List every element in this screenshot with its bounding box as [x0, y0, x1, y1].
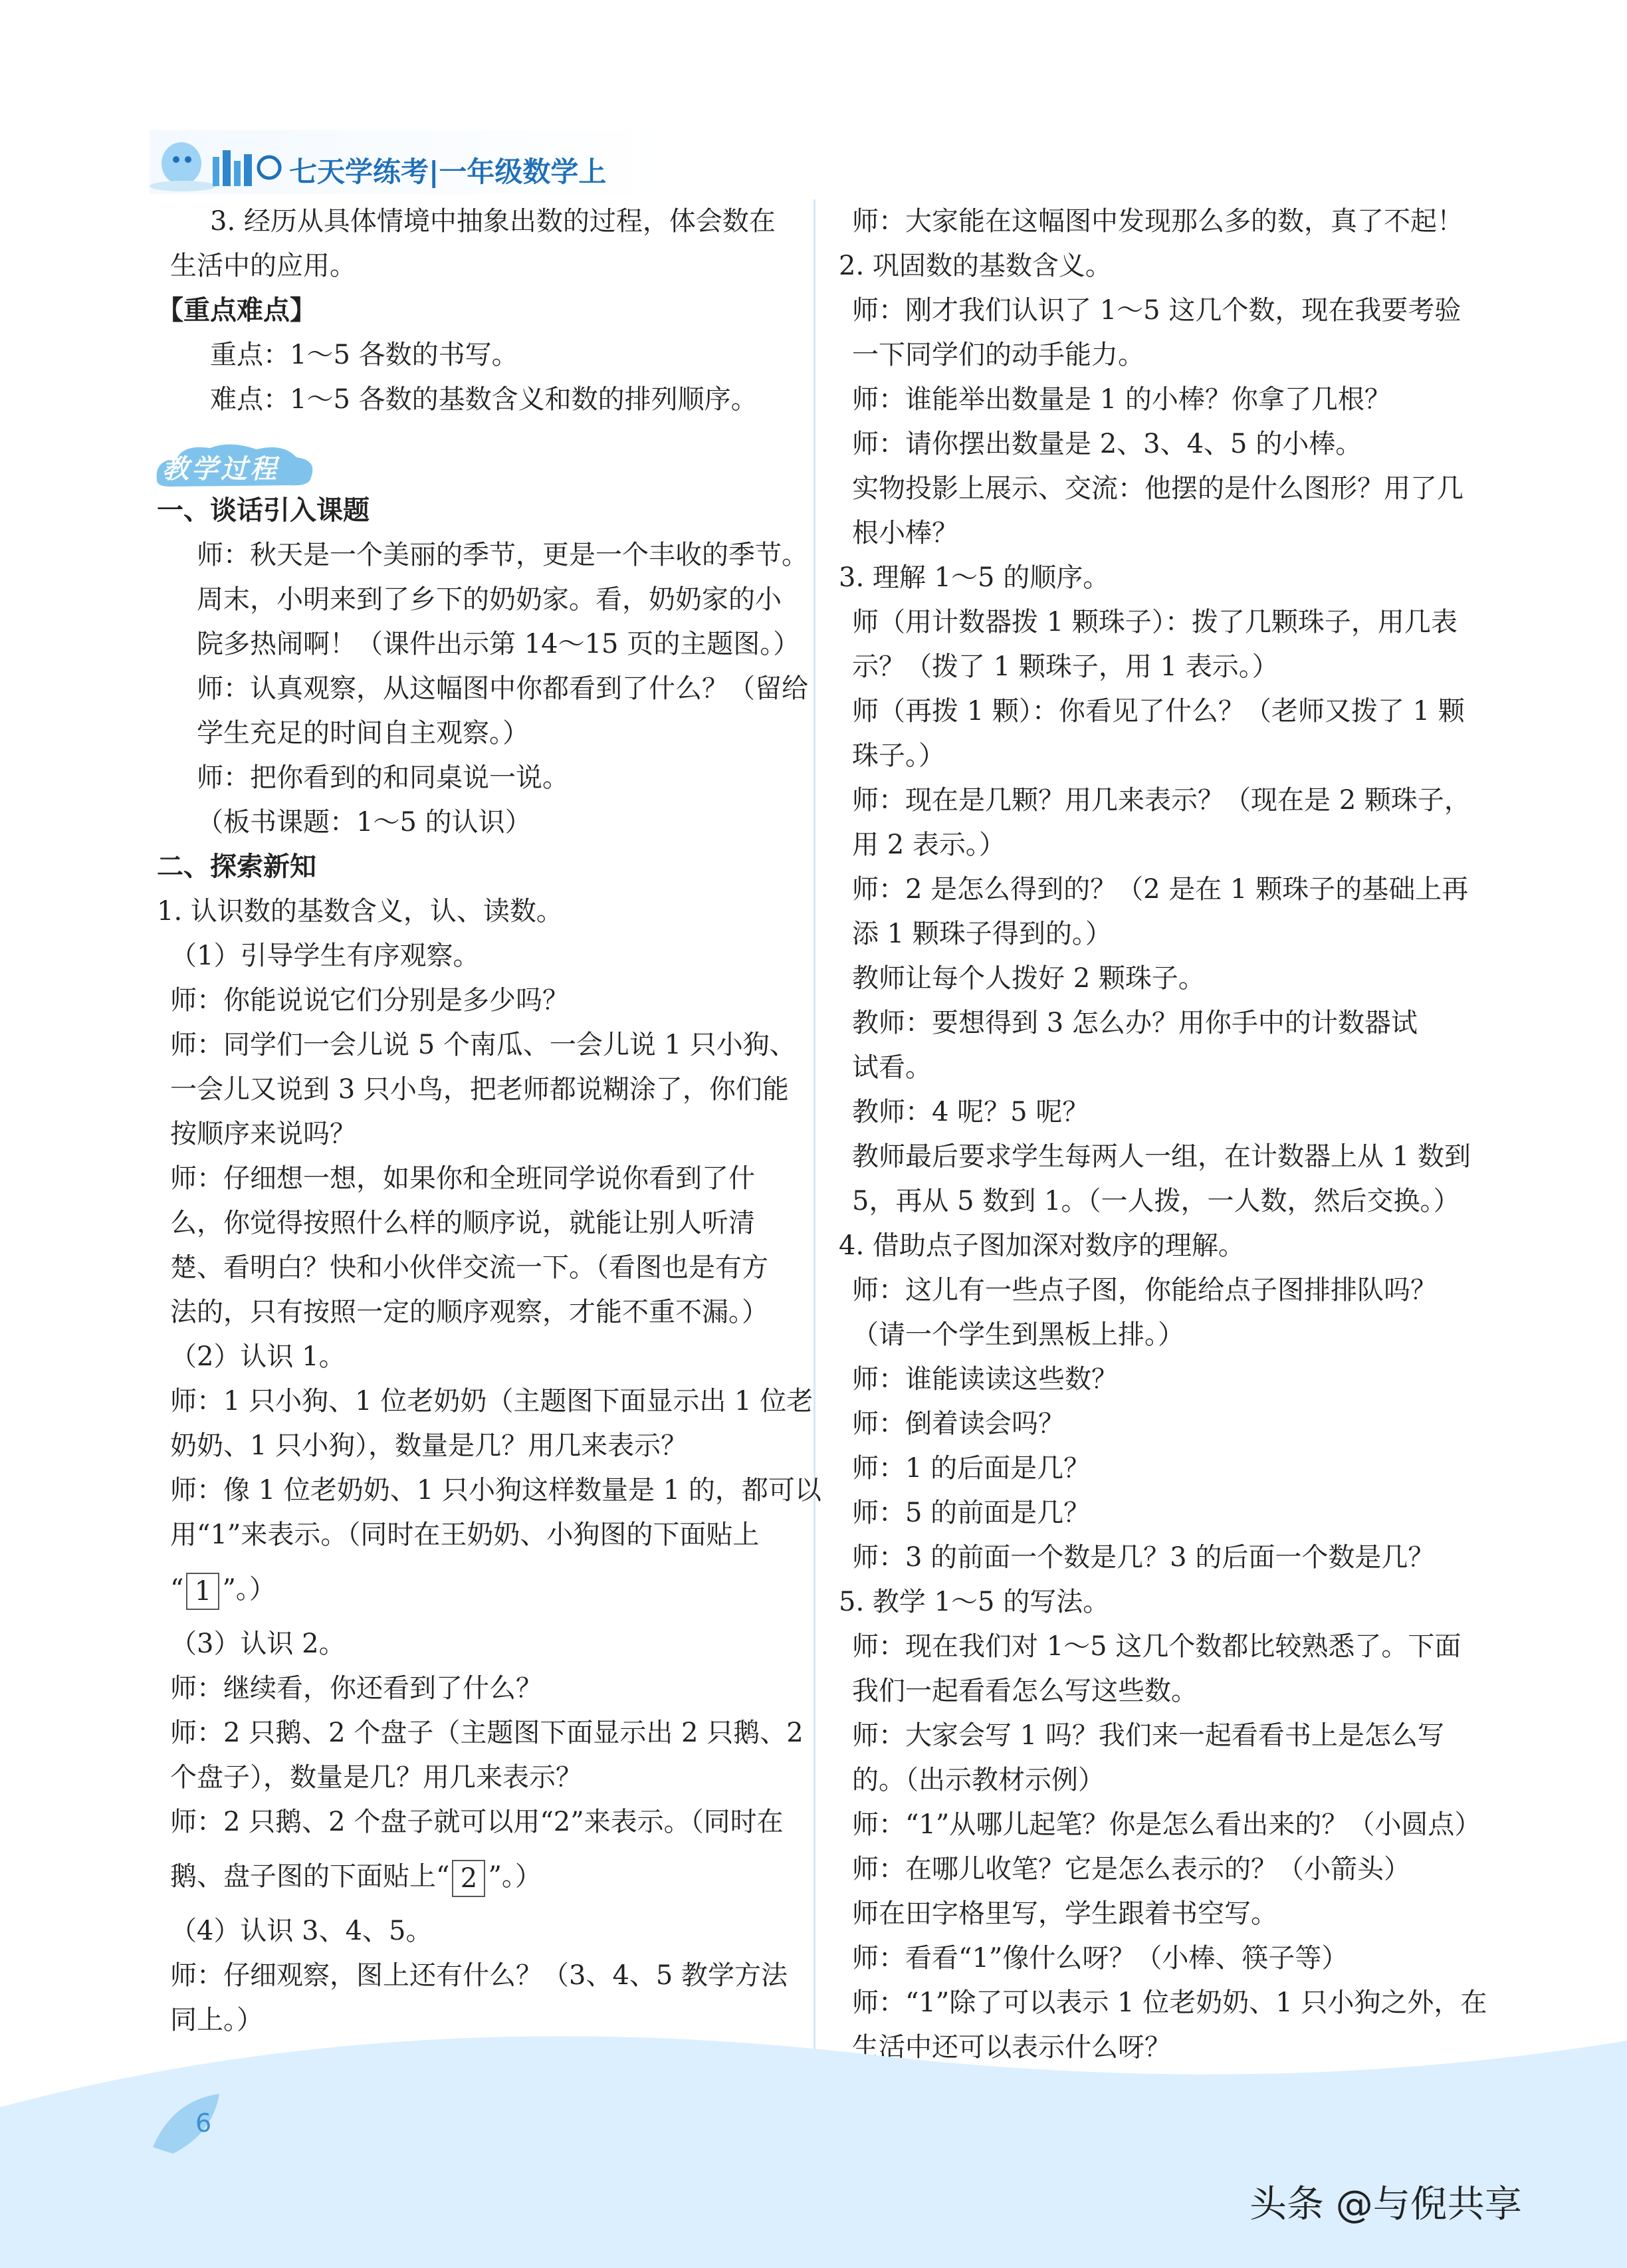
- key-point: 重点：1～5 各数的书写。: [210, 340, 518, 370]
- paragraph-line: 师：谁能举出数量是 1 的小棒？你拿了几根？: [852, 384, 1391, 415]
- subsection-heading: 1. 认识数的基数含义，认、读数。: [157, 896, 563, 927]
- paragraph-line: 师：同学们一会儿说 5 个南瓜、一会儿说 1 只小狗、: [170, 1030, 796, 1060]
- paragraph-line: 师：这儿有一些点子图，你能给点子图排排队吗？: [852, 1275, 1437, 1305]
- paragraph-line: 师在田字格里写，学生跟着书空写。: [852, 1898, 1277, 1929]
- paragraph-line: 师：谁能读读这些数？: [852, 1364, 1118, 1395]
- paragraph-line: 师：看看“1”像什么呀？（小棒、筷子等）: [852, 1943, 1349, 1974]
- paragraph-line: 师：2 只鹅、2 个盘子（主题图下面显示出 2 只鹅、2: [170, 1718, 804, 1748]
- section-heading: 一、谈话引入课题: [157, 495, 370, 526]
- paragraph-line: 用“1”来表示。（同时在王奶奶、小狗图的下面贴上: [170, 1520, 760, 1550]
- paragraph-line: 师（再拨 1 颗）：你看见了什么？（老师又拨了 1 颗: [852, 696, 1465, 727]
- paragraph-line: 示？（拨了 1 颗珠子，用 1 表示。）: [852, 651, 1279, 682]
- objective-line: 3. 经历从具体情境中抽象出数的过程，体会数在: [210, 206, 776, 237]
- paragraph-line: 师：3 的前面一个数是几？3 的后面一个数是几？: [852, 1542, 1435, 1573]
- paragraph-line: 么，你觉得按照什么样的顺序说，就能让别人听清: [170, 1208, 755, 1238]
- subsection-heading: 3. 理解 1～5 的顺序。: [839, 562, 1110, 593]
- paragraph-line: 师：请你摆出数量是 2、3、4、5 的小棒。: [852, 429, 1362, 459]
- paragraph-line: 师：认真观察，从这幅图中你都看到了什么？（留给: [197, 673, 808, 704]
- paragraph-line: 师：仔细想一想，如果你和全班同学说你看到了什: [170, 1163, 755, 1194]
- paragraph-line: 院多热闹啊！（课件出示第 14～15 页的主题图。）: [197, 629, 800, 659]
- paragraph-line: 用 2 表示。）: [852, 830, 1006, 860]
- paragraph-line: 生活中还可以表示什么呀？: [852, 2032, 1171, 2063]
- paragraph-line: 法的，只有按照一定的顺序观察，才能不重不漏。）: [170, 1297, 768, 1327]
- paragraph-line: 师：继续看，你还看到了什么？: [170, 1673, 542, 1704]
- number-card-1: 1: [186, 1573, 219, 1610]
- page-number: 6: [195, 2108, 212, 2138]
- source-watermark: 头条 @与倪共享: [1249, 2183, 1522, 2226]
- paragraph-line: 一会儿又说到 3 只小鸟，把老师都说糊涂了，你们能: [170, 1074, 789, 1105]
- right-column: [839, 199, 1487, 2070]
- difficult-point: 难点：1～5 各数的基数含义和数的排列顺序。: [210, 384, 758, 415]
- paragraph-line: 个盘子），数量是几？用几来表示？: [170, 1762, 582, 1793]
- paragraph-line: 5，再从 5 数到 1。（一人拨，一人数，然后交换。）: [852, 1186, 1460, 1216]
- section-heading: 二、探索新知: [157, 851, 316, 882]
- paragraph-line: 师：2 是怎么得到的？（2 是在 1 颗珠子的基础上再: [852, 874, 1469, 905]
- cartoon-mascot-icon: [150, 130, 302, 194]
- paragraph-line: 楚、看明白？快和小伙伴交流一下。（看图也是有方: [170, 1252, 768, 1283]
- paragraph-line: 师：1 的后面是几？: [852, 1453, 1091, 1484]
- paragraph-line: （3）认识 2。: [170, 1629, 346, 1659]
- paragraph-line: 师：你能说说它们分别是多少吗？: [170, 985, 569, 1016]
- paragraph-line: 学生充足的时间自主观察。）: [197, 718, 529, 748]
- paragraph-line: 周末，小明来到了乡下的奶奶家。看，奶奶家的小: [197, 584, 782, 615]
- paragraph-line: 实物投影上展示、交流：他摆的是什么图形？用了几: [852, 473, 1464, 504]
- paragraph-line: 我们一起看看怎么写这些数。: [852, 1676, 1198, 1706]
- paragraph-line: 师：把你看到的和同桌说一说。: [197, 762, 569, 793]
- subsection-heading: 4. 借助点子图加深对数序的理解。: [839, 1230, 1245, 1261]
- key-points-heading: 【重点难点】: [157, 295, 316, 326]
- paragraph-line: 教师：4 呢？5 呢？: [852, 1097, 1089, 1127]
- paragraph-line: 教师让每个人拨好 2 颗珠子。: [852, 963, 1205, 994]
- paragraph-line: 奶奶、1 只小狗），数量是几？用几来表示？: [170, 1430, 688, 1461]
- paragraph-line: 师：在哪儿收笔？它是怎么表示的？（小箭头）: [852, 1854, 1410, 1884]
- paragraph-line: 师：大家能在这幅图中发现那么多的数，真了不起！: [852, 206, 1464, 237]
- paragraph-line: 师：倒着读会吗？: [852, 1409, 1065, 1439]
- paragraph-line: 试看。: [852, 1052, 932, 1083]
- paragraph-line: 的。（出示教材示例）: [852, 1765, 1105, 1795]
- number-card-2: 2: [452, 1860, 485, 1897]
- paragraph-line: 师：“1”从哪儿起笔？你是怎么看出来的？（小圆点）: [852, 1809, 1481, 1840]
- subsection-heading: 2. 巩固数的基数含义。: [839, 251, 1112, 281]
- paragraph-line: 师：5 的前面是几？: [852, 1498, 1091, 1528]
- paragraph-line: 师：仔细观察，图上还有什么？（3、4、5 教学方法: [170, 1960, 788, 1991]
- paragraph-line: 根小棒？: [852, 518, 958, 548]
- paragraph-line: 师：现在我们对 1～5 这几个数都比较熟悉了。下面: [852, 1631, 1462, 1662]
- subsection-heading: 5. 教学 1～5 的写法。: [839, 1587, 1110, 1617]
- boxed-number-line: 鹅、盘子图的下面贴上“ 2 ”。）: [157, 1845, 802, 1909]
- paragraph-line: 师（用计数器拨 1 颗珠子）：拨了几颗珠子，用几表: [852, 607, 1458, 637]
- paragraph-line: （4）认识 3、4、5。: [170, 1916, 433, 1946]
- paragraph-line: 珠子。）: [852, 740, 945, 771]
- paragraph-line: 师：现在是几颗？用几来表示？（现在是 2 颗珠子，: [852, 785, 1471, 816]
- paragraph-line: 师：1 只小狗、1 位老奶奶（主题图下面显示出 1 位老: [170, 1386, 814, 1417]
- paragraph-line: 师：像 1 位老奶奶、1 只小狗这样数量是 1 的，都可以: [170, 1475, 821, 1506]
- paragraph-line: 按顺序来说吗？: [170, 1119, 356, 1149]
- column-divider: [814, 199, 815, 2054]
- boxed-number-line: “ 1 ”。）: [157, 1557, 802, 1622]
- paragraph-line: （1）引导学生有序观察。: [170, 941, 480, 971]
- footer-wave-decoration: [0, 2027, 1627, 2268]
- book-title: 七天学练考|一年级数学上: [289, 156, 607, 188]
- paragraph-line: 教师最后要求学生每两人一组，在计数器上从 1 数到: [852, 1141, 1471, 1172]
- paragraph-line: 一下同学们的动手能力。: [852, 340, 1144, 370]
- paragraph-line: 师：刚才我们认识了 1～5 这几个数，现在我要考验: [852, 295, 1462, 326]
- paragraph-line: 添 1 颗珠子得到的。）: [852, 919, 1112, 949]
- paragraph-line: （请一个学生到黑板上排。）: [852, 1319, 1184, 1350]
- objective-line: 生活中的应用。: [170, 251, 356, 281]
- paragraph-line: （板书课题：1～5 的认识）: [197, 807, 532, 838]
- paragraph-line: 师：“1”除了可以表示 1 位老奶奶、1 只小狗之外，在: [852, 1987, 1487, 2018]
- paragraph-line: 教师：要想得到 3 怎么办？用你手中的计数器试: [852, 1008, 1418, 1038]
- paragraph-line: 同上。）: [170, 2005, 263, 2035]
- header-banner: [150, 130, 668, 194]
- left-column: [157, 199, 821, 2043]
- paragraph-line: 师：大家会写 1 吗？我们来一起看看书上是怎么写: [852, 1720, 1444, 1751]
- paragraph-line: （2）认识 1。: [170, 1341, 346, 1372]
- teaching-process-badge: 教学过程: [150, 440, 323, 491]
- paragraph-line: 师：秋天是一个美丽的季节，更是一个丰收的季节。: [197, 540, 808, 570]
- paragraph-line: 师：2 只鹅、2 个盘子就可以用“2”来表示。（同时在: [170, 1807, 784, 1837]
